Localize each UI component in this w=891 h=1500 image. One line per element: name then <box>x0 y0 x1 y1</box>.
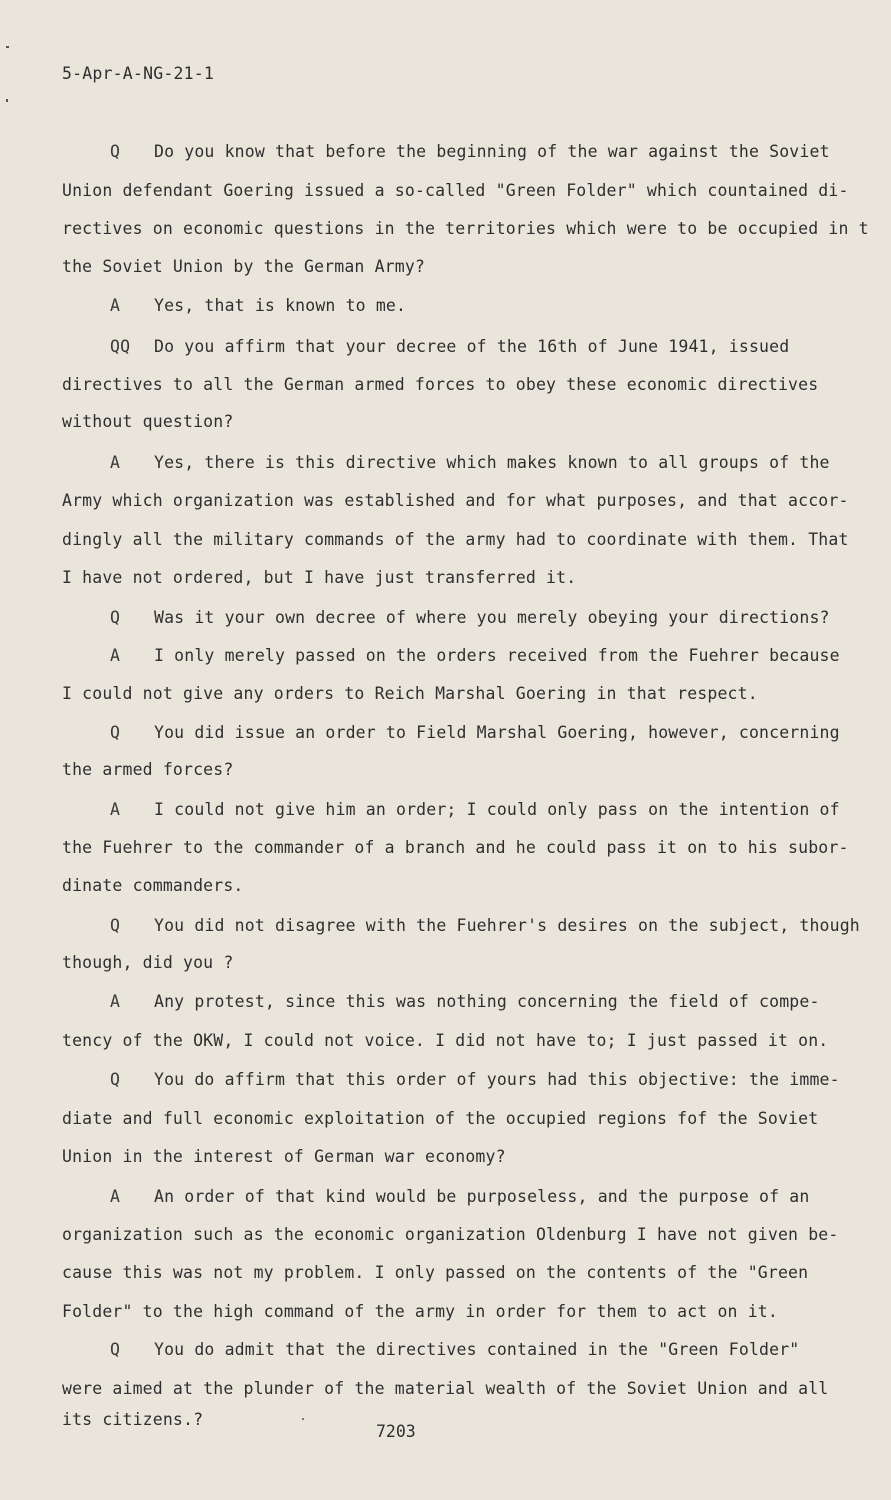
line-text: I only merely passed on the orders received from the Fuehrer because <box>154 646 840 665</box>
transcript-line <box>62 608 830 627</box>
line-text: Any protest, since this was nothing concerning the field of compe- <box>154 992 820 1011</box>
line-text: Was it your own decree of where you merely obeying your directions? <box>154 608 830 627</box>
line-text: An order of that kind would be purposeless, and the purpose of an <box>154 1187 810 1206</box>
speaker-tag: A <box>110 800 121 819</box>
margin-mark <box>6 46 9 48</box>
transcript-line: organization such as the economic organization Oldenburg I have not given be- <box>62 1225 839 1244</box>
transcript-line <box>62 1070 840 1089</box>
transcript-line <box>62 1187 809 1206</box>
speaker-tag: A <box>110 646 121 665</box>
line-text: You did not disagree with the Fuehrer's desires on the subject, though <box>154 916 860 935</box>
speaker-tag: A <box>110 453 121 472</box>
speaker-tag: A <box>110 992 121 1011</box>
speaker-tag: Q <box>110 723 121 742</box>
transcript-line <box>62 296 406 315</box>
transcript-line: dinate commanders. <box>62 876 244 895</box>
line-text: Yes, there is this directive which makes known to all groups of the <box>154 453 830 472</box>
stray-mark <box>302 1418 304 1420</box>
transcript-line: Army which organization was established and for what purposes, and that accor- <box>62 491 849 510</box>
transcript-line <box>62 337 789 356</box>
line-text: You do affirm that this order of yours had this objective: the imme- <box>154 1070 840 1089</box>
transcript-line: though, did you ? <box>62 953 234 972</box>
transcript-line: tency of the OKW, I could not voice. I did not have to; I just passed it on. <box>62 1031 829 1050</box>
line-text: Do you know that before the beginning of the war against the Soviet <box>154 142 830 161</box>
margin-mark <box>6 99 8 102</box>
transcript-line <box>62 453 830 472</box>
speaker-tag: QQ <box>110 337 131 356</box>
transcript-line <box>62 916 860 935</box>
transcript-line <box>62 723 840 742</box>
transcript-line <box>62 1340 799 1359</box>
transcript-line: diate and full economic exploitation of the occupied regions fof the Soviet <box>62 1109 819 1128</box>
transcript-line: without question? <box>62 412 234 431</box>
transcript-line <box>62 800 840 819</box>
transcript-line: Union defendant Goering issued a so-called "Green Folder" which countained di- <box>62 181 849 200</box>
transcript-line: cause this was not my problem. I only passed on the contents of the "Green <box>62 1263 809 1282</box>
transcript-line: were aimed at the plunder of the material wealth of the Soviet Union and all <box>62 1379 829 1398</box>
transcript-line: dingly all the military commands of the army had to coordinate with them. That <box>62 530 849 549</box>
transcript-line <box>62 646 840 665</box>
speaker-tag: Q <box>110 142 121 161</box>
line-text: Yes, that is known to me. <box>154 296 407 315</box>
document-header: 5-Apr-A-NG-21-1 <box>62 64 215 83</box>
transcript-line: Folder" to the high command of the army in order for them to act on it. <box>62 1302 778 1321</box>
transcript-line <box>62 142 830 161</box>
transcript-line: I have not ordered, but I have just transferred it. <box>62 568 577 587</box>
transcript-line: I could not give any orders to Reich Marshal Goering in that respect. <box>62 684 758 703</box>
line-text: You do admit that the directives contained in the "Green Folder" <box>154 1340 800 1359</box>
line-text: I could not give him an order; I could only pass on the intention of <box>154 800 840 819</box>
transcript-line: rectives on economic questions in the territories which were to be occupied in t <box>62 219 869 238</box>
speaker-tag: Q <box>110 1340 121 1359</box>
transcript-line: directives to all the German armed forces to obey these economic directives <box>62 375 819 394</box>
speaker-tag: A <box>110 1187 121 1206</box>
transcript-line: the Fuehrer to the commander of a branch and he could pass it on to his subor- <box>62 838 849 857</box>
speaker-tag: Q <box>110 1070 121 1089</box>
speaker-tag: Q <box>110 916 121 935</box>
speaker-tag: A <box>110 296 121 315</box>
transcript-line: the Soviet Union by the German Army? <box>62 257 426 276</box>
transcript-line: Union in the interest of German war economy? <box>62 1147 506 1166</box>
line-text: Do you affirm that your decree of the 16th of June 1941, issued <box>154 337 790 356</box>
transcript-line: the armed forces? <box>62 760 234 779</box>
speaker-tag: Q <box>110 608 121 627</box>
transcript-line <box>62 992 820 1011</box>
page-number: 7203 <box>376 1422 416 1441</box>
line-text: You did issue an order to Field Marshal Goering, however, concerning <box>154 723 840 742</box>
transcript-line: its citizens.? <box>62 1410 204 1429</box>
